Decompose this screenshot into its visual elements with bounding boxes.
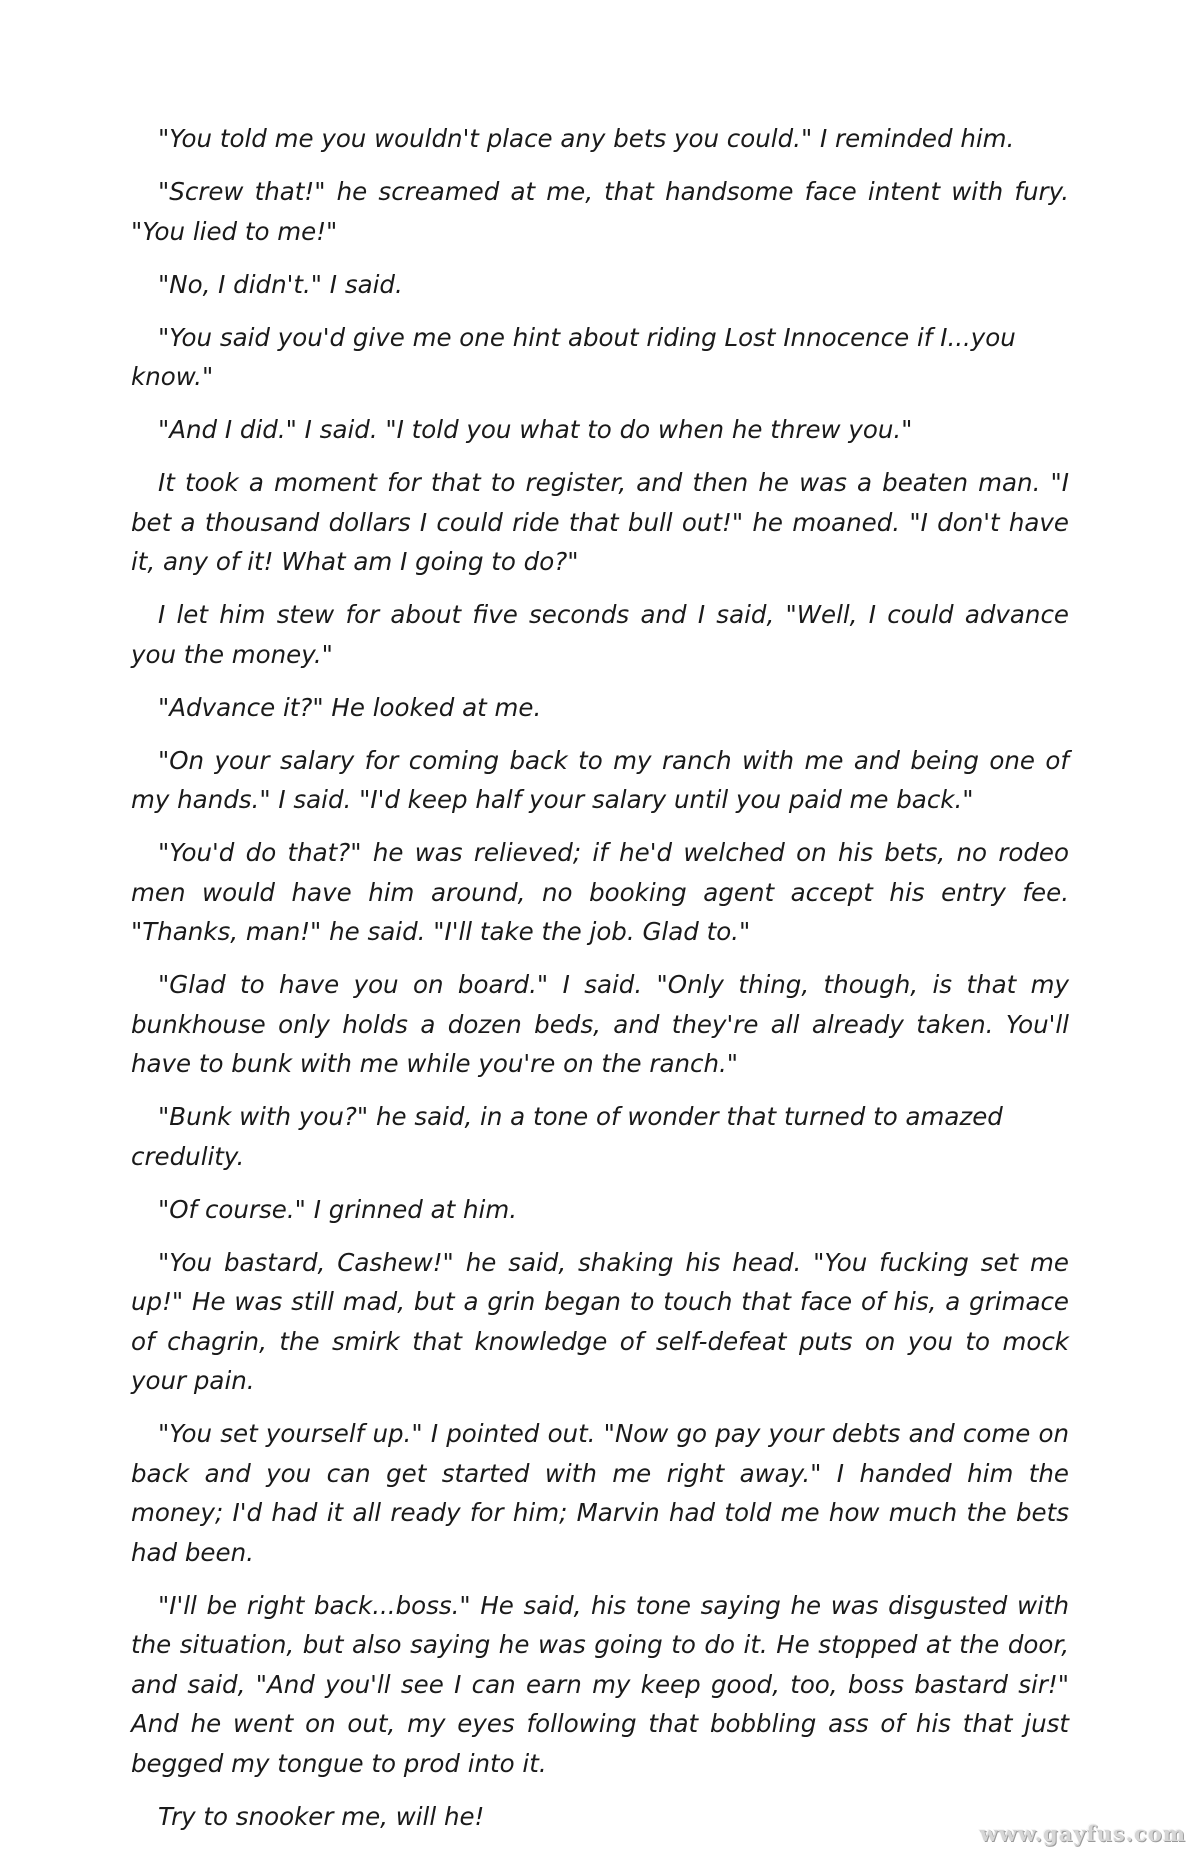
paragraph-8: "Advance it?" He looked at me. — [158, 692, 542, 722]
paragraph-4: "You said you'd give me one hint about riding Lost Innocence if I...you know." — [131, 322, 1016, 391]
paragraph-1: "You told me you wouldn't place any bets you could." I reminded him. — [158, 124, 1015, 153]
paragraph-10: "You'd do that?" he was relieved; if he'd welched on his bets, no rodeo men would have him around, no booking agent accept his entry fee. "Thanks, man!" he said. "I'll take the job. Glad to." — [131, 838, 1069, 946]
paragraph-9: "On your salary for coming back to my ranch with me and being one of my hands." I said. "I'd keep half your salary until you paid me back." — [131, 745, 1069, 814]
body-text — [131, 119, 1069, 1850]
paragraph-2: "Screw that!" he screamed at me, that handsome face intent with fury. "You lied to me!" — [131, 177, 1069, 246]
paragraph-3: "No, I didn't." I said. — [158, 269, 403, 299]
paragraph-17: Try to snooker me, will he! — [158, 1801, 485, 1831]
paragraph-13: "Of course." I grinned at him. — [158, 1194, 518, 1224]
paragraph-14: "You bastard, Cashew!" he said, shaking his head. "You fucking set me up!" He was still mad, but a grin began to touch that face of his, a grimace of chagrin, the smirk that knowledge of self-defeat puts on you to mock your pain. — [131, 1247, 1069, 1395]
paragraph-6: It took a moment for that to register, and then he was a beaten man. "I bet a thousand dollars I could ride that bull out!" he moaned. "I don't have it, any of it! What am I going to do?" — [131, 468, 1069, 576]
paragraph-11: "Glad to have you on board." I said. "Only thing, though, is that my bunkhouse only holds a dozen beds, and they're all already taken. You'll have to bunk with me while you're on the ranch." — [131, 970, 1069, 1078]
site-watermark: www.gayfus.com — [979, 1821, 1186, 1846]
paragraph-15: "You set yourself up." I pointed out. "Now go pay your debts and come on back and you can get started with me right away." I handed him the money; I'd had it all ready for him; Marvin had told me how much the bets had been. — [131, 1419, 1069, 1567]
paragraph-7: I let him stew for about five seconds and I said, "Well, I could advance you the money." — [131, 600, 1069, 669]
paragraph-16: "I'll be right back...boss." He said, his tone saying he was disgusted with the situation, but also saying he was going to do it. He stopped at the door, and said, "And you'll see I can earn my keep good, too, boss bastard sir!" And he went on out, my eyes following that bobbling ass of his that just begged my tongue to prod into it. — [131, 1590, 1069, 1778]
paragraph-5: "And I did." I said. "I told you what to do when he threw you." — [158, 415, 913, 444]
paragraph-12: "Bunk with you?" he said, in a tone of wonder that turned to amazed credulity. — [131, 1102, 1003, 1171]
